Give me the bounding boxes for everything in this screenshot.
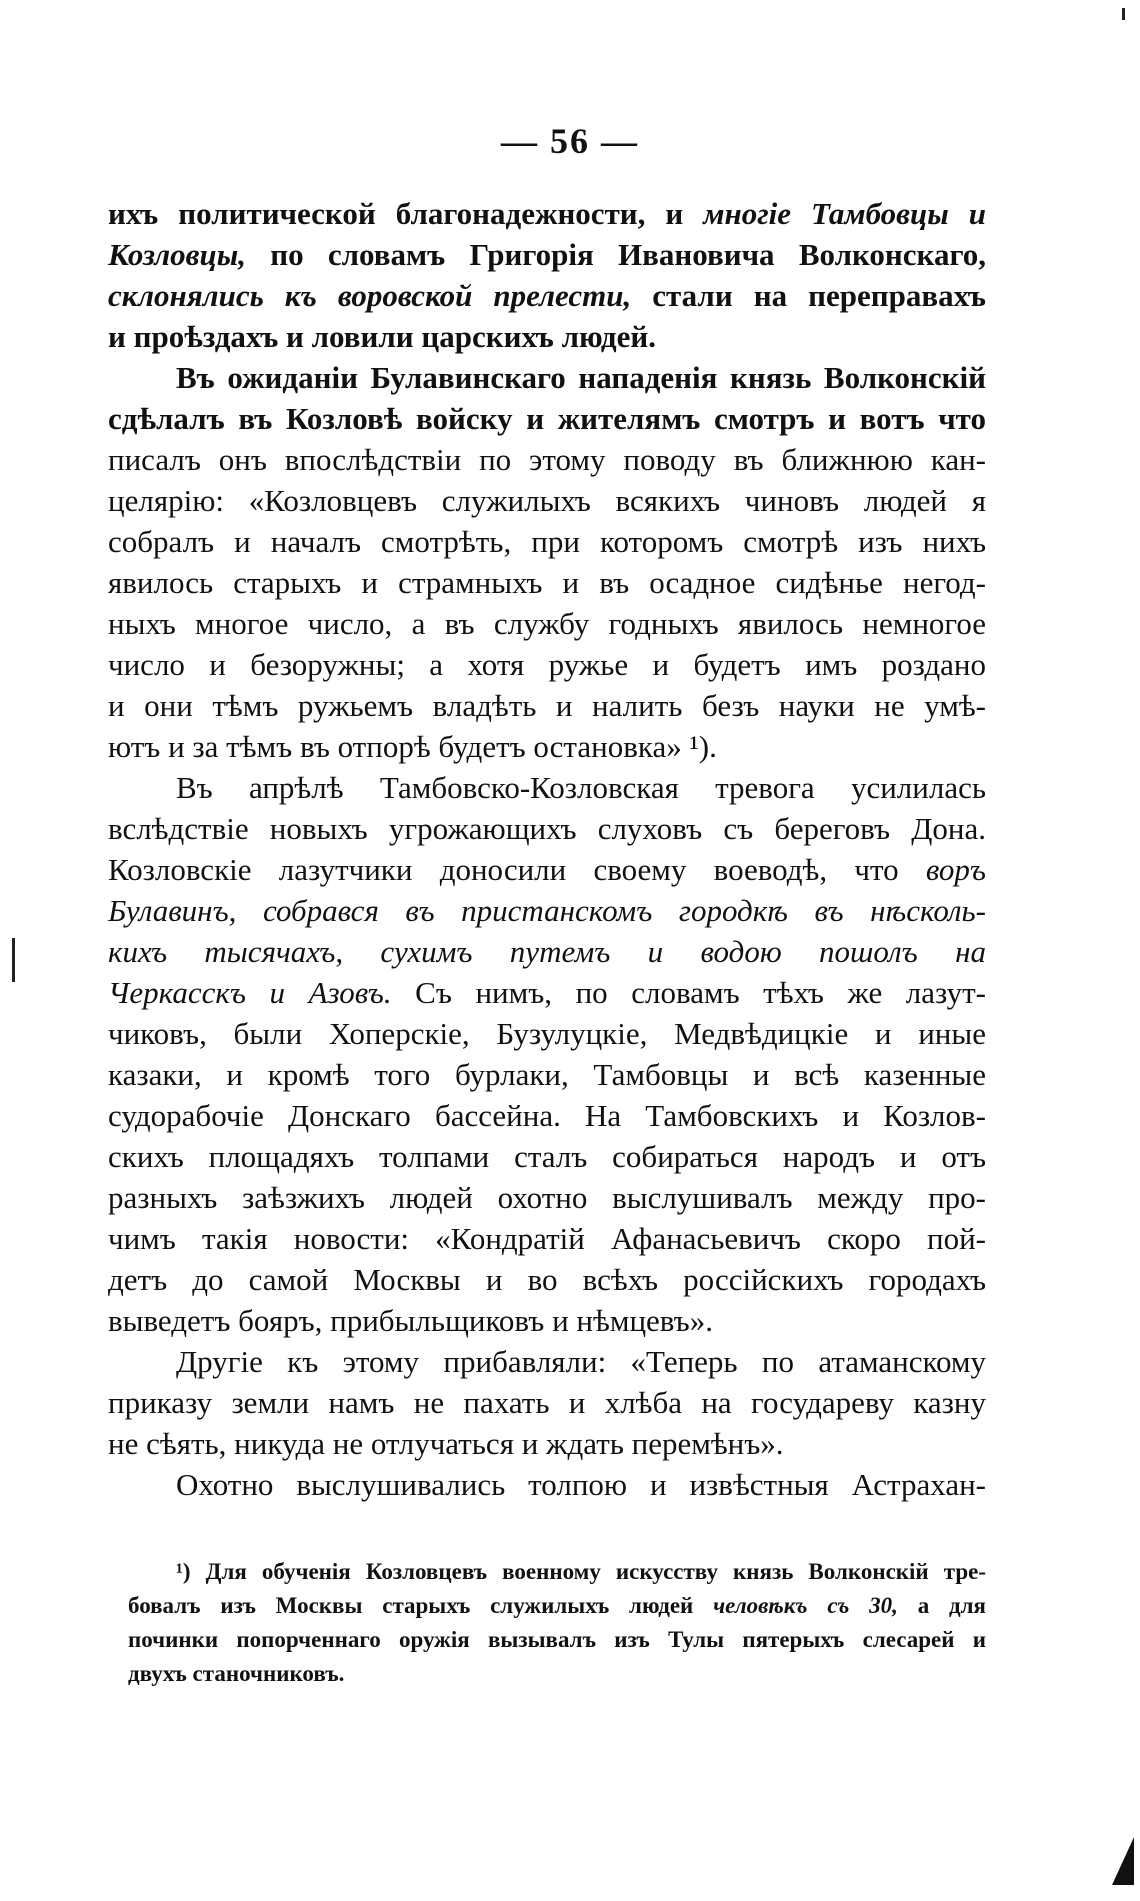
text-line: выведетъ бояръ, прибыльщиковъ и нѣмцевъ». xyxy=(108,1303,713,1338)
footnote-line: бовалъ изъ Москвы старыхъ служилыхъ людей человѣкъ съ 30, а для xyxy=(128,1593,986,1618)
text-line: писалъ онъ впослѣдствіи по этому поводу въ ближнюю кан- xyxy=(108,442,986,477)
text-line: ютъ и за тѣмъ въ отпорѣ будетъ остановка» ¹). xyxy=(108,729,717,764)
text-line: склонялись къ воровской прелести, стали на переправахъ xyxy=(108,278,986,313)
text-line: вслѣдствіе новыхъ угрожающихъ слуховъ съ береговъ Дона. xyxy=(108,811,986,846)
text-line: ихъ политической благонадежности, и многіе Тамбовцы и xyxy=(108,196,986,231)
scan-mark-margin xyxy=(12,938,15,982)
text-line: Булавинъ, собрався въ пристанскомъ городкѣ въ нѣсколь- xyxy=(108,893,986,928)
text-line: разныхъ заѣзжихъ людей охотно выслушивалъ между про- xyxy=(108,1180,986,1215)
footnote-line: починки попорченнаго оружія вызывалъ изъ Тулы пятерыхъ слесарей и xyxy=(128,1627,986,1652)
text-line: казаки, и кромѣ того бурлаки, Тамбовцы и всѣ казенные xyxy=(108,1057,986,1092)
page-corner-mark xyxy=(1112,1837,1134,1885)
text-line: чимъ такія новости: «Кондратій Афанасьевичъ скоро пой- xyxy=(108,1221,986,1256)
text-line: Козловцы, по словамъ Григорія Ивановича Волконскаго, xyxy=(108,237,986,272)
text-line: целярію: «Козловцевъ служилыхъ всякихъ чиновъ людей я xyxy=(108,483,986,518)
text-line: и они тѣмъ ружьемъ владѣть и налить безъ науки не умѣ- xyxy=(108,688,986,723)
scan-mark-top xyxy=(1122,8,1125,20)
text-line: Черкасскъ и Азовъ. Съ нимъ, по словамъ тѣхъ же лазут- xyxy=(108,975,986,1010)
text-line: Другіе къ этому прибавляли: «Теперь по атаманскому xyxy=(176,1344,986,1379)
footnote-line: ¹) Для обученія Козловцевъ военному искусству князь Волконскій тре- xyxy=(176,1559,986,1584)
text-line: Въ ожиданіи Булавинскаго нападенія князь Волконскій xyxy=(176,360,986,395)
text-line: собралъ и началъ смотрѣть, при которомъ смотрѣ изъ нихъ xyxy=(108,524,986,559)
footnote-line: двухъ станочниковъ. xyxy=(128,1661,345,1686)
text-line: судорабочіе Донскаго бассейна. На Тамбовскихъ и Козлов- xyxy=(108,1098,986,1133)
text-line: явилось старыхъ и страмныхъ и въ осадное сидѣнье негод- xyxy=(108,565,986,600)
text-line: приказу земли намъ не пахать и хлѣба на государеву казну xyxy=(108,1385,986,1420)
text-line: Въ апрѣлѣ Тамбовско-Козловская тревога усилилась xyxy=(176,770,986,805)
text-line: чиковъ, были Хоперскіе, Бузулуцкіе, Медвѣдицкіе и иные xyxy=(108,1016,986,1051)
text-line: не сѣять, никуда не отлучаться и ждать перемѣнъ». xyxy=(108,1426,784,1461)
text-line: скихъ площадяхъ толпами сталъ собираться народъ и отъ xyxy=(108,1139,986,1174)
text-line: ныхъ многое число, а въ службу годныхъ явилось немногое xyxy=(108,606,986,641)
body-text xyxy=(108,193,986,1505)
text-line: Охотно выслушивались толпою и извѣстныя Астрахан- xyxy=(176,1467,986,1502)
text-line: детъ до самой Москвы и во всѣхъ россійскихъ городахъ xyxy=(108,1262,986,1297)
text-line: Козловскіе лазутчики доносили своему воеводѣ, что воръ xyxy=(108,852,986,887)
page-number: — 56 — xyxy=(501,121,639,161)
text-line: число и безоружны; а хотя ружье и будетъ имъ роздано xyxy=(108,647,986,682)
text-line: сдѣлалъ въ Козловѣ войску и жителямъ смотръ и вотъ что xyxy=(108,401,986,436)
text-line: и проѣздахъ и ловили царскихъ людей. xyxy=(108,319,656,354)
text-line: кихъ тысячахъ, сухимъ путемъ и водою пошолъ на xyxy=(108,934,986,969)
footnote xyxy=(128,1555,986,1691)
